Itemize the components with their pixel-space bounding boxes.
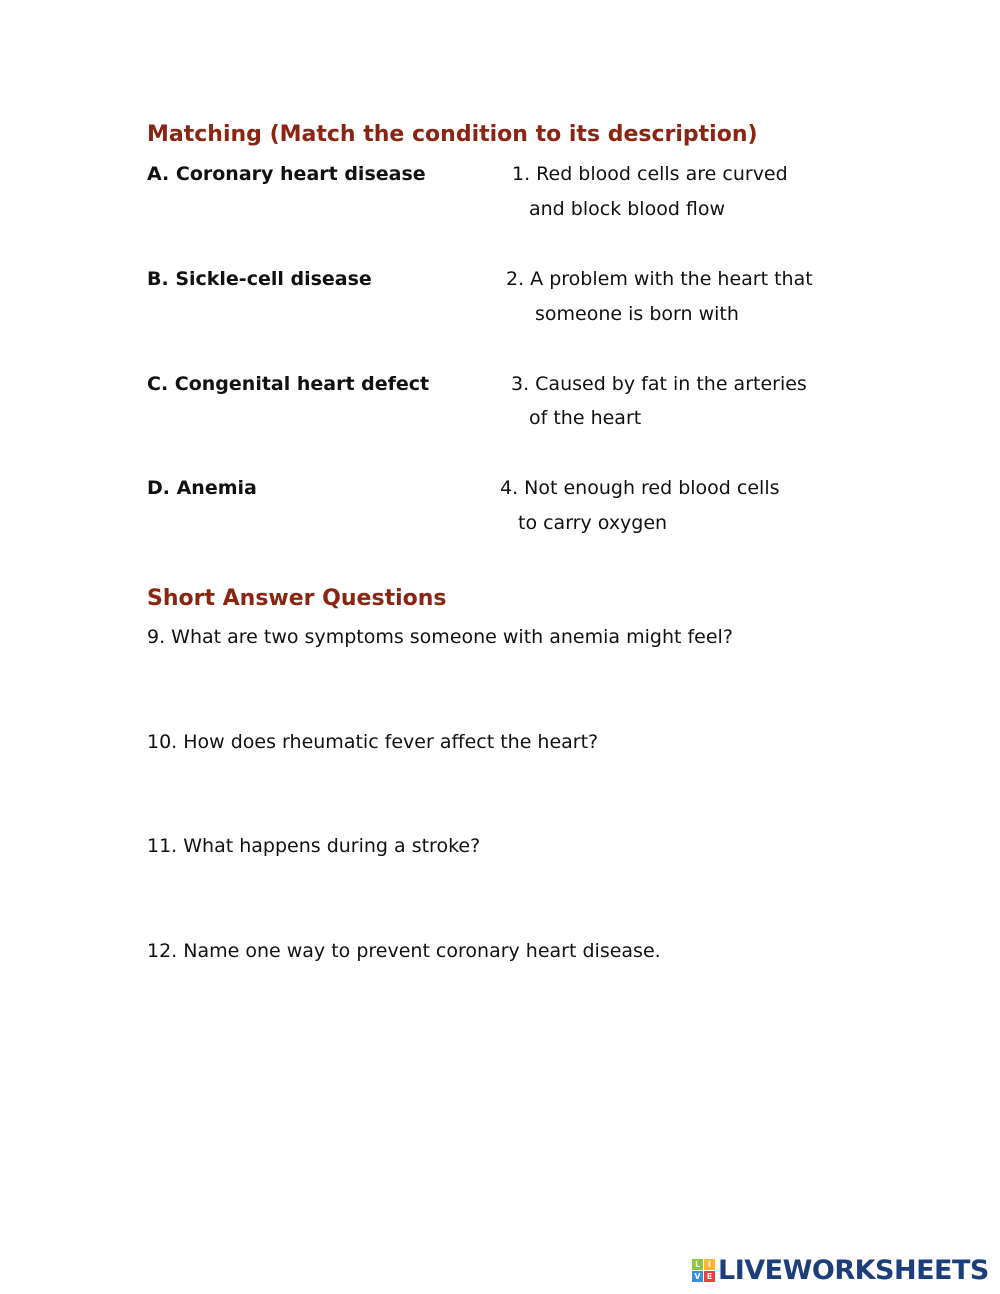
description-1-line1: 1. Red blood cells are curved bbox=[512, 163, 788, 185]
matching-heading: Matching (Match the condition to its description) bbox=[147, 122, 758, 147]
description-3-line2: of the heart bbox=[529, 407, 642, 429]
question-11: 11. What happens during a stroke? bbox=[147, 835, 481, 857]
short-answer-heading: Short Answer Questions bbox=[147, 586, 447, 611]
condition-d: D. Anemia bbox=[147, 477, 257, 499]
logo-tile: V bbox=[692, 1271, 703, 1282]
logo-tiles-icon bbox=[692, 1259, 715, 1282]
description-1-line2: and block blood flow bbox=[529, 198, 726, 220]
question-10: 10. How does rheumatic fever affect the heart? bbox=[147, 731, 599, 753]
condition-a: A. Coronary heart disease bbox=[147, 163, 426, 185]
question-12: 12. Name one way to prevent coronary heart disease. bbox=[147, 940, 661, 962]
description-2-line2: someone is born with bbox=[535, 303, 739, 325]
question-9: 9. What are two symptoms someone with anemia might feel? bbox=[147, 626, 733, 648]
condition-b: B. Sickle-cell disease bbox=[147, 268, 372, 290]
liveworksheets-logo bbox=[692, 1255, 989, 1286]
description-3-line1: 3. Caused by fat in the arteries bbox=[511, 373, 807, 395]
condition-c: C. Congenital heart defect bbox=[147, 373, 430, 395]
description-2-line1: 2. A problem with the heart that bbox=[506, 268, 813, 290]
description-4-line2: to carry oxygen bbox=[518, 512, 668, 534]
logo-text: LIVEWORKSHEETS bbox=[718, 1255, 989, 1286]
logo-tile: I bbox=[704, 1259, 715, 1270]
logo-tile: E bbox=[704, 1271, 715, 1282]
description-4-line1: 4. Not enough red blood cells bbox=[500, 477, 780, 499]
logo-tile: L bbox=[692, 1259, 703, 1270]
